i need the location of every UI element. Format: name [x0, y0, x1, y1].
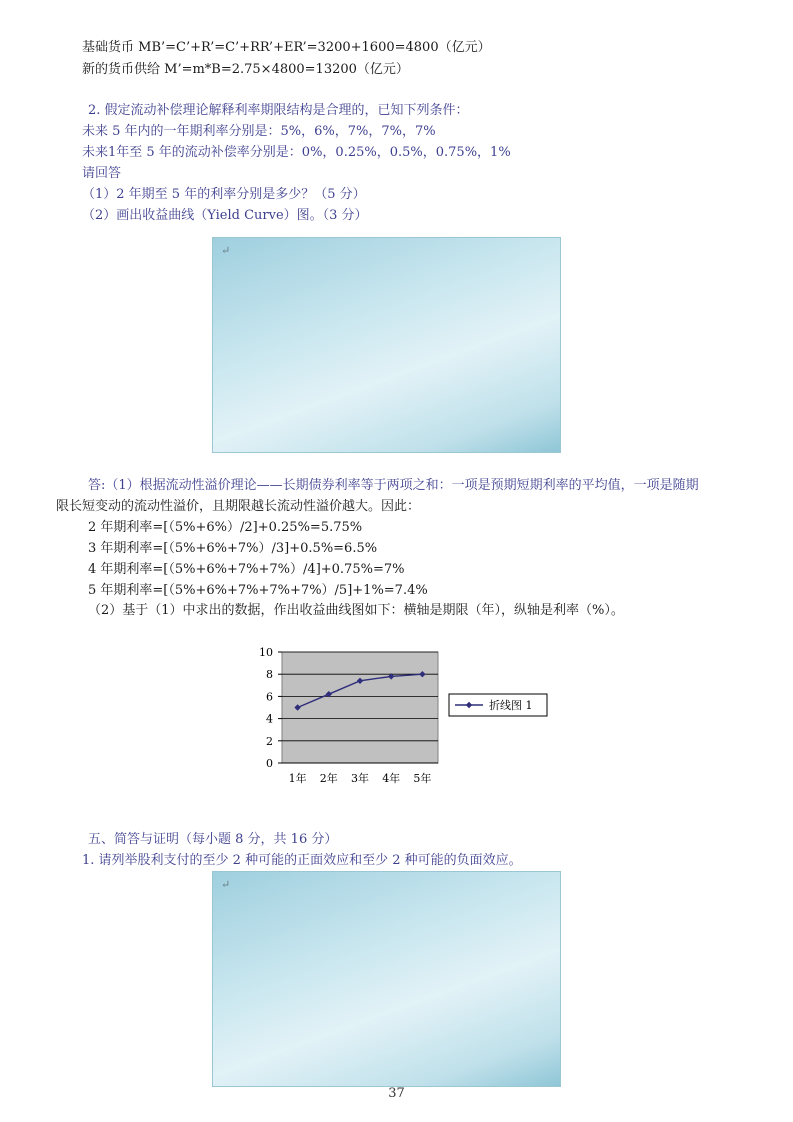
sub-question-1: （1）2 年期至 5 年的利率分别是多少？（5 分） — [82, 187, 366, 202]
answer-box-2[interactable] — [212, 871, 561, 1087]
section-5-title: 五、简答与证明（每小题 8 分，共 16 分） — [88, 832, 338, 847]
answer-paragraph-2: （2）基于（1）中求出的数据，作出收益曲线图如下：横轴是期限（年），纵轴是利率（%）。 — [88, 603, 624, 618]
rate-4-year: 4 年期利率=[（5%+6%+7%+7%）/4]+0.75%=7% — [88, 562, 405, 577]
condition-2: 未来1年至 5 年的流动补偿率分别是：0%，0.25%，0.5%，0.75%，1% — [82, 145, 511, 160]
page-number: 37 — [388, 1086, 405, 1101]
answer-box-1[interactable] — [212, 237, 561, 453]
return-mark-icon: ↵ — [221, 244, 231, 257]
rate-5-year: 5 年期利率=[（5%+6%+7%+7%+7%）/5]+1%=7.4% — [88, 583, 428, 598]
x-tick-label: 5年 — [413, 772, 432, 785]
plot-area — [282, 652, 438, 763]
answer-paragraph-1b: 限长短变动的流动性溢价，且期限越长流动性溢价越大。因此： — [56, 499, 421, 514]
x-tick-label: 3年 — [351, 772, 369, 785]
yield-curve-chart — [248, 640, 568, 790]
y-tick-label: 8 — [266, 668, 273, 682]
question-2-title: 2. 假定流动补偿理论解释利率期限结构是合理的，已知下列条件： — [88, 103, 469, 118]
monetary-base-line: 基础货币 MB’=C’+R’=C’+RR’+ER’=3200+1600=4800（亿元） — [82, 40, 491, 55]
y-tick-label: 0 — [266, 757, 273, 770]
x-tick-label: 1年 — [288, 772, 307, 785]
please-answer: 请回答 — [82, 166, 122, 181]
y-tick-label: 2 — [266, 734, 273, 748]
money-supply-line: 新的货币供给 M’=m*B=2.75×4800=13200（亿元） — [82, 62, 409, 77]
sub-question-2: （2）画出收益曲线（Yield Curve）图。（3 分） — [82, 208, 368, 223]
y-tick-label: 10 — [259, 646, 273, 659]
answer-paragraph-1a: 答:（1）根据流动性溢价理论——长期债券利率等于两项之和：一项是预期短期利率的平均值，一项是随期 — [88, 478, 699, 493]
y-tick-label: 4 — [266, 712, 273, 726]
x-tick-label: 2年 — [319, 772, 338, 785]
x-tick-label: 4年 — [382, 772, 401, 785]
condition-1: 未来 5 年内的一年期利率分别是：5%，6%，7%，7%，7% — [82, 124, 436, 139]
y-tick-label: 6 — [266, 690, 273, 704]
return-mark-icon: ↵ — [221, 878, 231, 891]
section-5-question-1: 1. 请列举股利支付的至少 2 种可能的正面效应和至少 2 种可能的负面效应。 — [82, 853, 522, 868]
rate-2-year: 2 年期利率=[（5%+6%）/2]+0.25%=5.75% — [88, 520, 363, 535]
rate-3-year: 3 年期利率=[（5%+6%+7%）/3]+0.5%=6.5% — [88, 541, 378, 556]
legend-label: 折线图 1 — [489, 699, 533, 712]
